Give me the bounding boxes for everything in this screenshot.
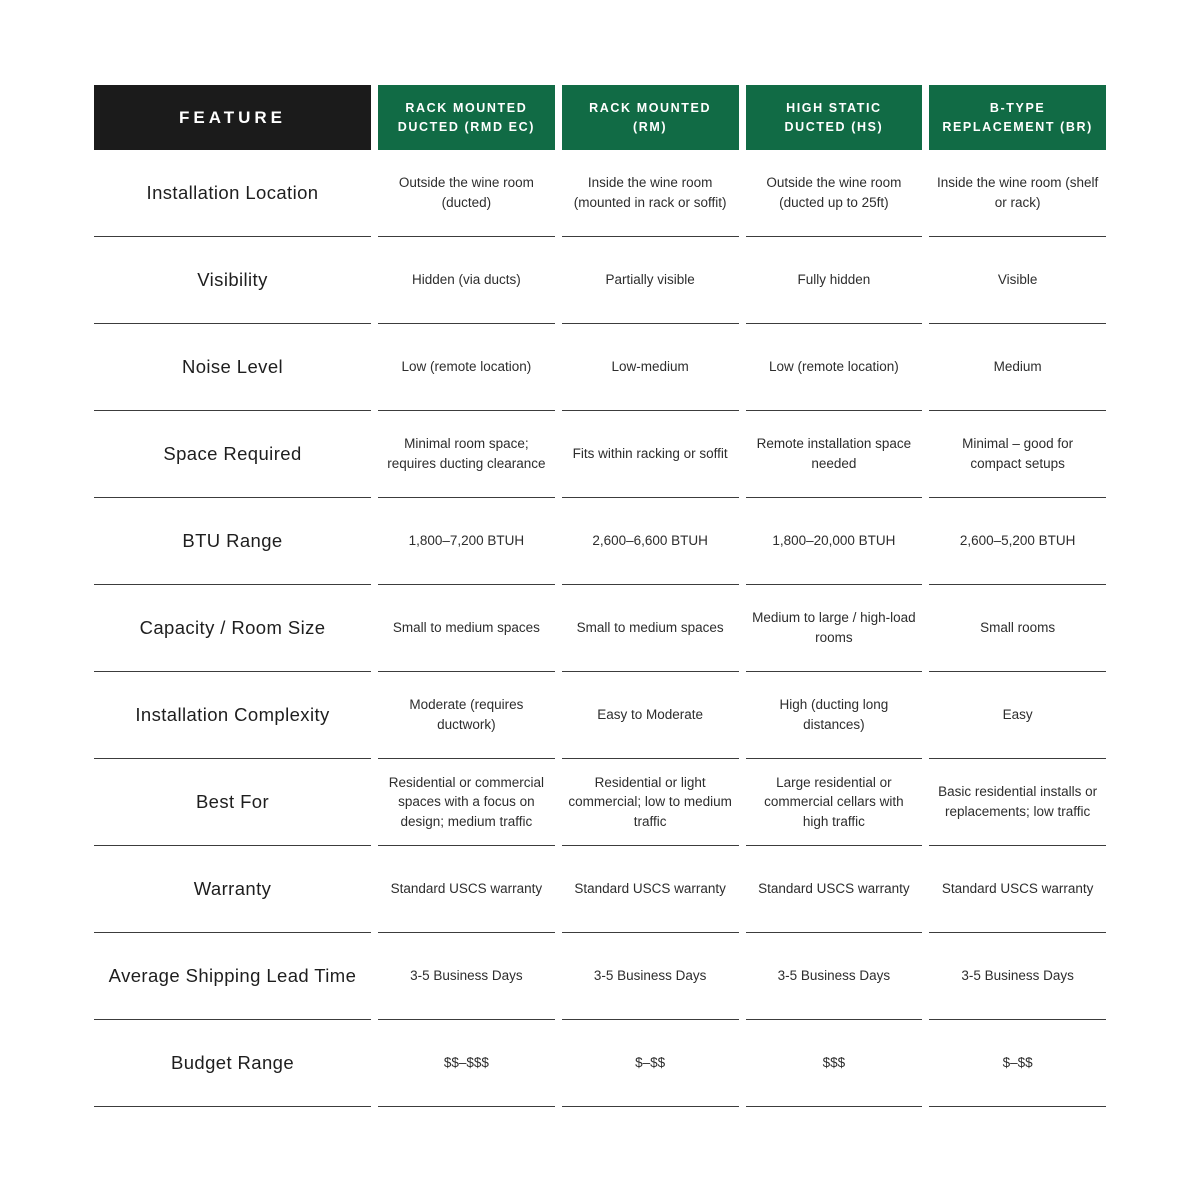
- table-cell: Minimal room space; requires ducting clearance: [378, 411, 555, 498]
- row-label-space-required: Space Required: [94, 411, 371, 498]
- table-cell: Fully hidden: [746, 237, 923, 324]
- column-header-br: B-TYPE REPLACEMENT (BR): [929, 85, 1106, 150]
- table-cell: Basic residential installs or replacements; low traffic: [929, 759, 1106, 846]
- table-cell: Outside the wine room (ducted up to 25ft): [746, 150, 923, 237]
- table-cell: Standard USCS warranty: [562, 846, 739, 933]
- row-label-warranty: Warranty: [94, 846, 371, 933]
- table-cell: Medium: [929, 324, 1106, 411]
- row-label-installation-complexity: Installation Complexity: [94, 672, 371, 759]
- table-cell: Standard USCS warranty: [929, 846, 1106, 933]
- table-cell: Large residential or commercial cellars with high traffic: [746, 759, 923, 846]
- table-cell: Standard USCS warranty: [746, 846, 923, 933]
- table-cell: 1,800–7,200 BTUH: [378, 498, 555, 585]
- row-label-best-for: Best For: [94, 759, 371, 846]
- table-cell: Minimal – good for compact setups: [929, 411, 1106, 498]
- table-cell: 3-5 Business Days: [929, 933, 1106, 1020]
- table-cell: Fits within racking or soffit: [562, 411, 739, 498]
- row-label-visibility: Visibility: [94, 237, 371, 324]
- column-header-hs: HIGH STATIC DUCTED (HS): [746, 85, 923, 150]
- table-cell: 3-5 Business Days: [746, 933, 923, 1020]
- table-cell: Easy to Moderate: [562, 672, 739, 759]
- row-label-btu-range: BTU Range: [94, 498, 371, 585]
- row-label-installation-location: Installation Location: [94, 150, 371, 237]
- comparison-table: [94, 85, 1106, 1107]
- table-cell: Outside the wine room (ducted): [378, 150, 555, 237]
- table-cell: 2,600–5,200 BTUH: [929, 498, 1106, 585]
- table-cell: Hidden (via ducts): [378, 237, 555, 324]
- table-cell: Easy: [929, 672, 1106, 759]
- table-cell: $–$$: [562, 1020, 739, 1107]
- table-cell: Moderate (requires ductwork): [378, 672, 555, 759]
- table-cell: Small to medium spaces: [562, 585, 739, 672]
- row-label-noise-level: Noise Level: [94, 324, 371, 411]
- table-cell: $$–$$$: [378, 1020, 555, 1107]
- column-header-rmd-ec: RACK MOUNTED DUCTED (RMD EC): [378, 85, 555, 150]
- table-cell: Inside the wine room (shelf or rack): [929, 150, 1106, 237]
- table-cell: Standard USCS warranty: [378, 846, 555, 933]
- table-cell: Visible: [929, 237, 1106, 324]
- column-header-rm: RACK MOUNTED (RM): [562, 85, 739, 150]
- table-cell: Residential or commercial spaces with a focus on design; medium traffic: [378, 759, 555, 846]
- table-cell: Low-medium: [562, 324, 739, 411]
- table-cell: 1,800–20,000 BTUH: [746, 498, 923, 585]
- table-cell: $$$: [746, 1020, 923, 1107]
- table-cell: Low (remote location): [746, 324, 923, 411]
- table-cell: Inside the wine room (mounted in rack or soffit): [562, 150, 739, 237]
- row-label-average-shipping-lead-time: Average Shipping Lead Time: [94, 933, 371, 1020]
- table-cell: Remote installation space needed: [746, 411, 923, 498]
- table-cell: 3-5 Business Days: [562, 933, 739, 1020]
- row-label-capacity-room-size: Capacity / Room Size: [94, 585, 371, 672]
- table-cell: Partially visible: [562, 237, 739, 324]
- table-cell: High (ducting long distances): [746, 672, 923, 759]
- table-cell: Low (remote location): [378, 324, 555, 411]
- table-cell: Small to medium spaces: [378, 585, 555, 672]
- table-cell: 2,600–6,600 BTUH: [562, 498, 739, 585]
- table-cell: Residential or light commercial; low to medium traffic: [562, 759, 739, 846]
- feature-column-header: FEATURE: [94, 85, 371, 150]
- table-cell: $–$$: [929, 1020, 1106, 1107]
- table-cell: Small rooms: [929, 585, 1106, 672]
- table-cell: 3-5 Business Days: [378, 933, 555, 1020]
- row-label-budget-range: Budget Range: [94, 1020, 371, 1107]
- table-cell: Medium to large / high-load rooms: [746, 585, 923, 672]
